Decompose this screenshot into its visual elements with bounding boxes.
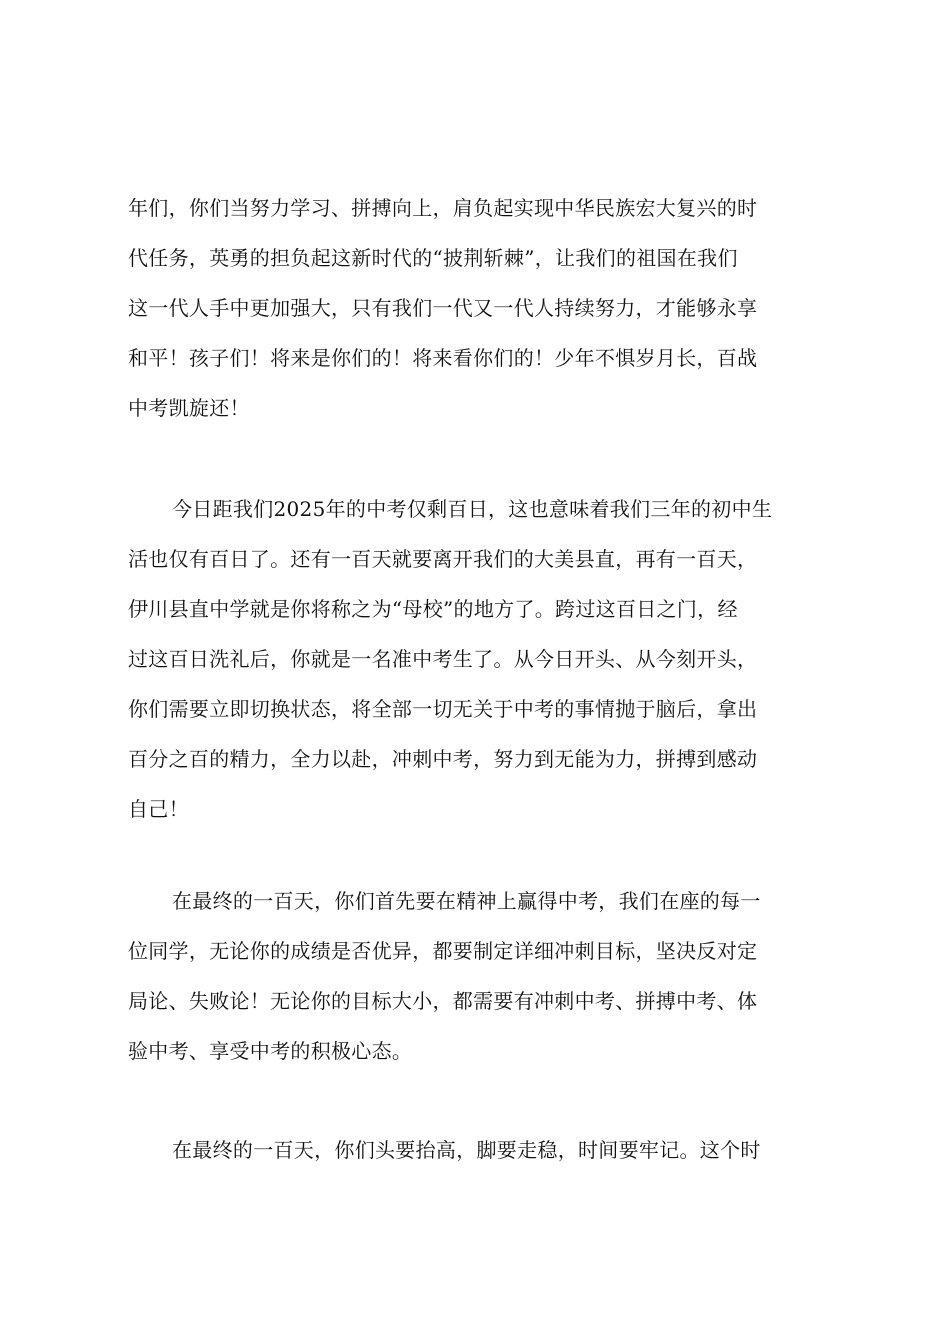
paragraph-line: 在最终的一百天，你们头要抬高，脚要走稳，时间要牢记。这个时 [172, 1138, 761, 1162]
paragraph-line: 和平！孩子们！将来是你们的！将来看你们的！少年不惧岁月长，百战 [128, 346, 758, 370]
paragraph-line: 伊川县直中学就是你将称之为“母校”的地方了。跨过这百日之门，经 [128, 597, 738, 621]
paragraph-line: 百分之百的精力，全力以赴，冲刺中考，努力到无能为力，拼搏到感动 [128, 747, 758, 771]
paragraph-line: 代任务，英勇的担负起这新时代的“披荆斩棘”，让我们的祖国在我们 [128, 246, 738, 270]
paragraph-line: 中考凯旋还！ [128, 396, 250, 420]
paragraph-1 [128, 183, 828, 433]
paragraph-line: 位同学，无论你的成绩是否优异，都要制定详细冲刺目标，坚决反对定 [128, 939, 758, 963]
paragraph-line: 过这百日洗礼后，你就是一名准中考生了。从今日开头、从今刻开头， [128, 647, 758, 671]
paragraph-line: 局论、失败论！无论你的目标大小，都需要有冲刺中考、拼搏中考、体 [128, 989, 758, 1013]
paragraph-line: 今日距我们2025年的中考仅剩百日，这也意味着我们三年的初中生 [172, 497, 773, 521]
paragraph-line: 这一代人手中更加强大，只有我们一代又一代人持续努力，才能够永享 [128, 296, 758, 320]
paragraph-4 [128, 1125, 828, 1175]
paragraph-line: 年们，你们当努力学习、拼搏向上，肩负起实现中华民族宏大复兴的时 [128, 196, 758, 220]
paragraph-line: 你们需要立即切换状态，将全部一切无关于中考的事情抛于脑后，拿出 [128, 697, 758, 721]
paragraph-2 [128, 484, 828, 834]
paragraph-line: 自己！ [128, 797, 189, 821]
paragraph-line: 在最终的一百天，你们首先要在精神上赢得中考，我们在座的每一 [172, 889, 761, 913]
paragraph-line: 验中考、享受中考的积极心态。 [128, 1039, 413, 1063]
paragraph-line: 活也仅有百日了。还有一百天就要离开我们的大美县直，再有一百天， [128, 547, 758, 571]
paragraph-3 [128, 876, 828, 1076]
